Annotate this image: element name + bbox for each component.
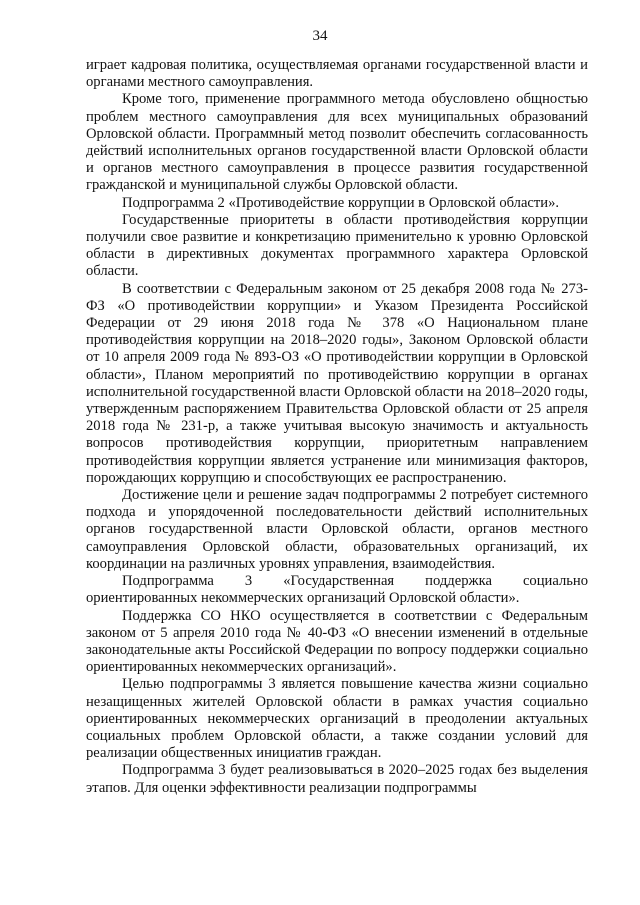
paragraph-subprogram-2-heading: Подпрограмма 2 «Противодействие коррупции в Орловской области».: [122, 194, 560, 211]
paragraph-legal-basis: В соответствии с Федеральным законом от 25 декабря 2008 года № 273-ФЗ «О противодействии коррупции» и Указом Президента Российской Федерации от 29 июня 2018 года № 378 «О Национальном плане противодействия коррупции на 2018–2020 годы», Законом Орловской области от 10 апреля 2009 года № 893-ОЗ «О противодействии коррупции в Орловской области», Планом мероприятий по противодействию коррупции в органах исполнительной государственной власти Орловской области на 2018–2020 годы, утвержденным распоряжением Правительства Орловской области от 25 апреля 2018 года № 231-р, а также учитывая высокую значимость и актуальность вопросов противодействия коррупции, приоритетным направлением противодействия коррупции является устранение или минимизация факторов, порождающих коррупцию и способствующих ее распространению.: [86, 280, 588, 486]
paragraph-nko-support: Поддержка СО НКО осуществляется в соответствии с Федеральным законом от 5 апреля 2010 года № 40-ФЗ «О внесении изменений в отдельные законодательные акты Российской Федерации по вопросу поддержки социально ориентированных некоммерческих организаций».: [86, 607, 588, 676]
page-number: 34: [312, 28, 328, 44]
paragraph-continuation: играет кадровая политика, осуществляемая органами государственной власти и органами местного самоуправления.: [86, 57, 588, 91]
paragraph-state-priorities: Государственные приоритеты в области противодействия коррупции получили свое развитие и конкретизацию применительно к уровню Орловской области в директивных документах программного характера Орловской области.: [86, 211, 588, 280]
paragraph-subprogram-3-goal: Целью подпрограммы 3 является повышение качества жизни социально незащищенных жителей Орловской области в рамках участия социально ориентированных некоммерческих организаций в преодолении актуальных социальных проблем Орловской области, а также создании условий для реализации общественных инициатив граждан.: [86, 676, 588, 762]
paragraph-subprogram-3-period: Подпрограмма 3 будет реализовываться в 2020–2025 годах без выделения этапов. Для оценки эффективности реализации подпрограммы: [86, 762, 588, 796]
document-body: [86, 57, 588, 797]
paragraph-program-method: Кроме того, применение программного метода обусловлено общностью проблем местного самоуправления для всех муниципальных образований Орловской области. Программный метод позволит обеспечить согласованность действий исполнительных органов государственной власти Орловской области и органов местного самоуправления в процессе развития государственной гражданской и муниципальной службы Орловской области.: [86, 91, 588, 194]
paragraph-goal-achievement: Достижение цели и решение задач подпрограммы 2 потребует системного подхода и упорядоченной последовательности действий исполнительных органов государственной власти Орловской области, органов местного самоуправления Орловской области, образовательных организаций, их координации на различных уровнях управления, взаимодействия.: [86, 487, 588, 572]
paragraph-subprogram-3-heading: Подпрограмма 3 «Государственная поддержка социально ориентированных некоммерческих организаций Орловской области».: [86, 573, 588, 607]
